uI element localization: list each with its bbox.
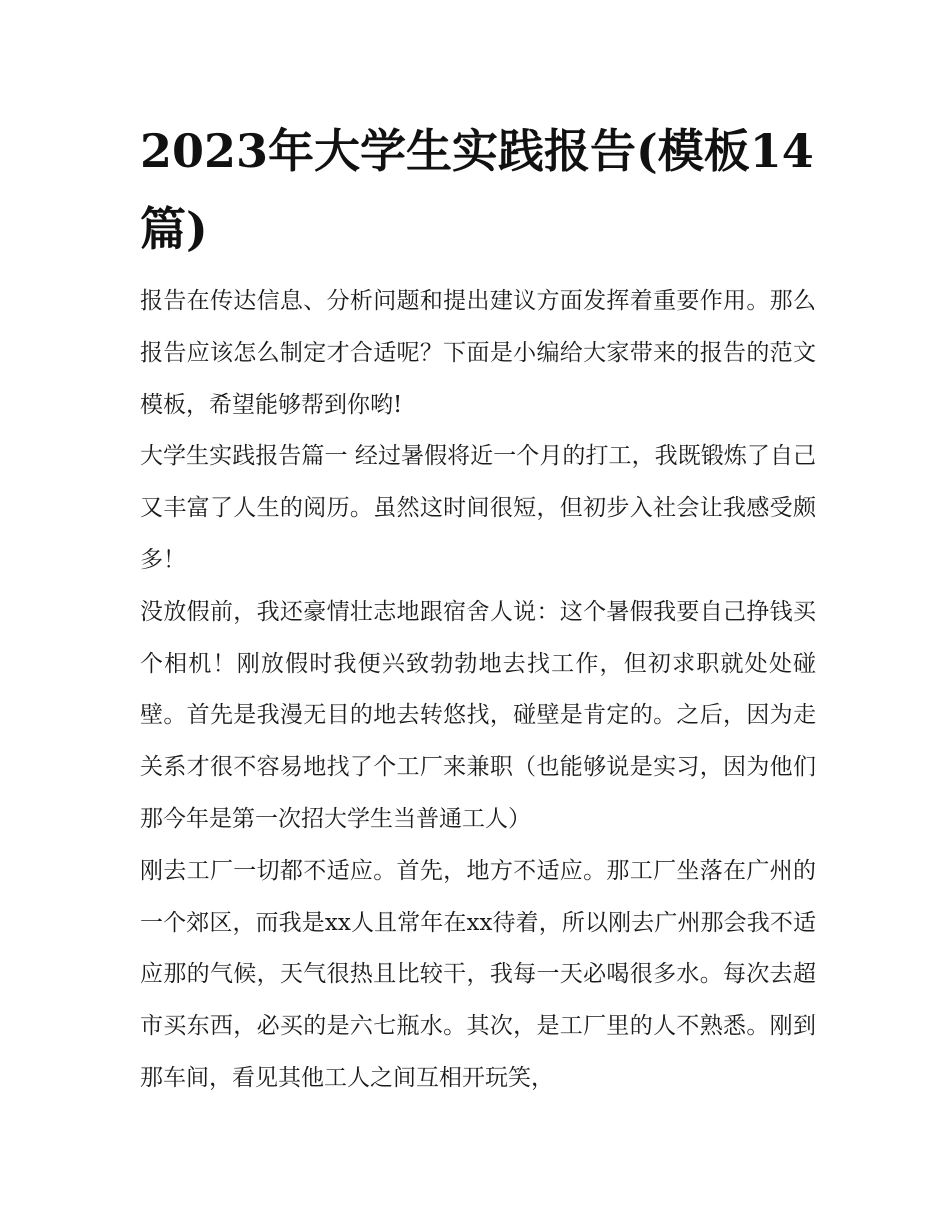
paragraph-2: 没放假前，我还豪情壮志地跟宿舍人说：这个暑假我要自己挣钱买个相机！刚放假时我便兴致勃勃地去找工作，但初求职就处处碰壁。首先是我漫无目的地去转悠找，碰壁是肯定的。之后，因为走关系才很不容易地找了个工厂来兼职（也能够说是实习，因为他们那今年是第一次招大学生当普通工人） xyxy=(140,598,816,832)
document-title: 2023年大学生实践报告(模板14篇) xyxy=(140,124,814,256)
document-body xyxy=(140,276,816,1105)
paragraph-3: 刚去工厂一切都不适应。首先，地方不适应。那工厂坐落在广州的一个郊区，而我是xx人且常年在xx待着，所以刚去广州那会我不适应那的气候，天气很热且比较干，我每一天必喝很多水。每次去超市买东西，必买的是六七瓶水。其次，是工厂里的人不熟悉。刚到那车间，看见其他工人之间互相开玩笑， xyxy=(140,857,816,1091)
paragraph-1: 大学生实践报告篇一 经过暑假将近一个月的打工，我既锻炼了自己又丰富了人生的阅历。虽然这时间很短，但初步入社会让我感受颇多！ xyxy=(140,443,816,573)
paragraph-intro: 报告在传达信息、分析问题和提出建议方面发挥着重要作用。那么报告应该怎么制定才合适呢？下面是小编给大家带来的报告的范文模板，希望能够帮到你哟! xyxy=(140,288,816,418)
